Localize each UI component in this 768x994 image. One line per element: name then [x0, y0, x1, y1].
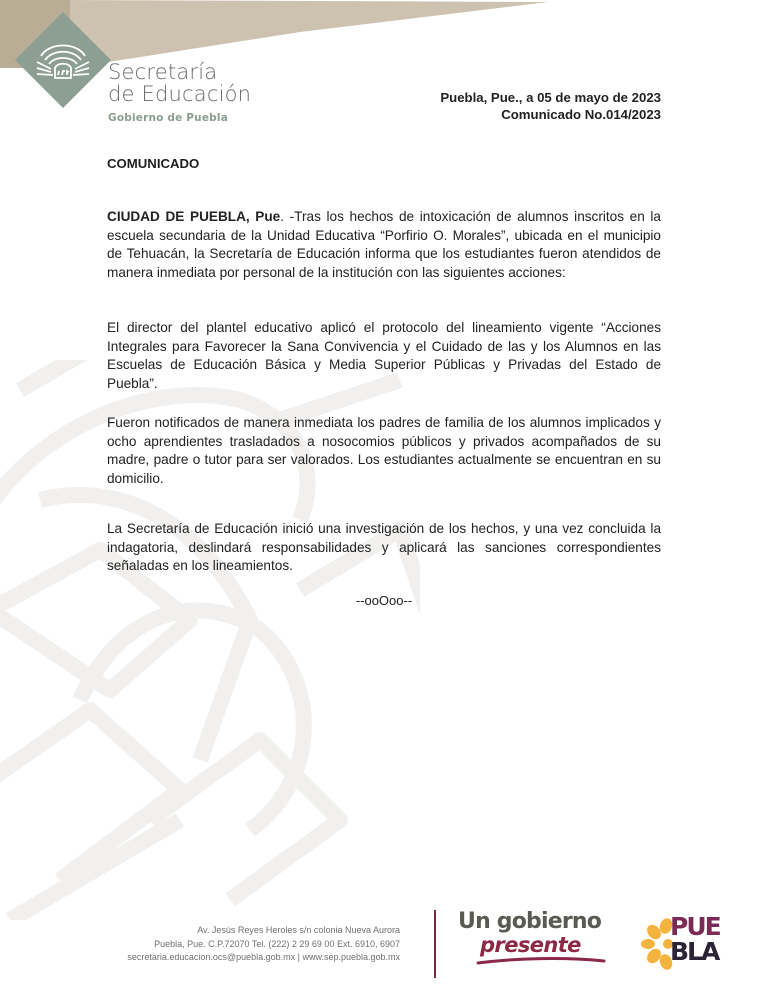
paragraph-1 — [107, 208, 661, 282]
logo-title-line2: de Educación — [108, 82, 252, 106]
paragraph-1-text: . -Tras los hechos de intoxicación de alumnos inscritos en la escuela secundaria de la Unidad Educativa “Porfirio O. Morales”, ubicada en el municipio de Tehuacán, la Secretaría de Educación informa que los estudiantes fueron atendidos de manera inmediata por personal de la institución con las siguientes acciones: — [107, 209, 661, 280]
address-line-3: secretaria.educacion.ocs@puebla.gob.mx | www.sep.puebla.gob.mx — [127, 952, 400, 962]
address-line-1: Av. Jesús Reyes Heroles s/n colonia Nueva Aurora — [197, 925, 400, 935]
logo-title-line1: Secretaría — [108, 60, 218, 84]
document-title: COMUNICADO — [107, 156, 200, 171]
secretaria-logo — [108, 61, 251, 124]
paragraph-4: La Secretaría de Educación inició una investigación de los hechos, y una vez concluida la indagatoria, deslindará responsabilidades y aplicará las sanciones correspondientes señaladas en los lineamientos. — [107, 521, 661, 574]
slogan-logo — [458, 910, 601, 956]
logo-subtitle: Gobierno de Puebla — [108, 112, 228, 124]
puebla-bottom: BLA — [670, 937, 719, 966]
place-date: Puebla, Pue., a 05 de mayo de 2023 — [440, 90, 661, 105]
release-number: Comunicado No.014/2023 — [501, 107, 661, 122]
slogan-underline — [476, 957, 606, 967]
document-header-info — [440, 89, 661, 123]
footer-divider — [434, 910, 436, 978]
puebla-wordmark — [670, 914, 720, 964]
dateline: CIUDAD DE PUEBLA, Pue — [107, 209, 281, 224]
flower-icon — [640, 918, 674, 970]
slogan-line-1: Un gobierno — [458, 909, 602, 934]
paragraph-2: El director del plantel educativo aplicó el protocolo del lineamiento vigente “Acciones Integrales para Favorecer la Sana Convivencia y el Cuidado de las y los Alumnos en las Escuelas de Educación Básica y Media Superior Públicas y Privadas del Estado de Puebla”. — [107, 320, 661, 391]
puebla-top: PUE — [670, 912, 720, 941]
footer-address — [127, 924, 400, 965]
closing-mark: --ooOoo-- — [355, 593, 413, 608]
paragraph-3: Fueron notificados de manera inmediata los padres de familia de los alumnos implicados y ocho aprendientes trasladados a nosocomios públicos y privados acompañados de su madre, padre o tutor para ser valorados. Los estudiantes actualmente se encuentran en su domicilio. — [107, 415, 661, 486]
puebla-logo — [640, 914, 740, 972]
address-line-2: Puebla, Pue. C.P.72070 Tel. (222) 2 29 69 00 Ext. 6910, 6907 — [154, 938, 400, 949]
slogan-line-2: presente — [480, 933, 581, 957]
secretaria-emblem-icon — [15, 12, 111, 108]
